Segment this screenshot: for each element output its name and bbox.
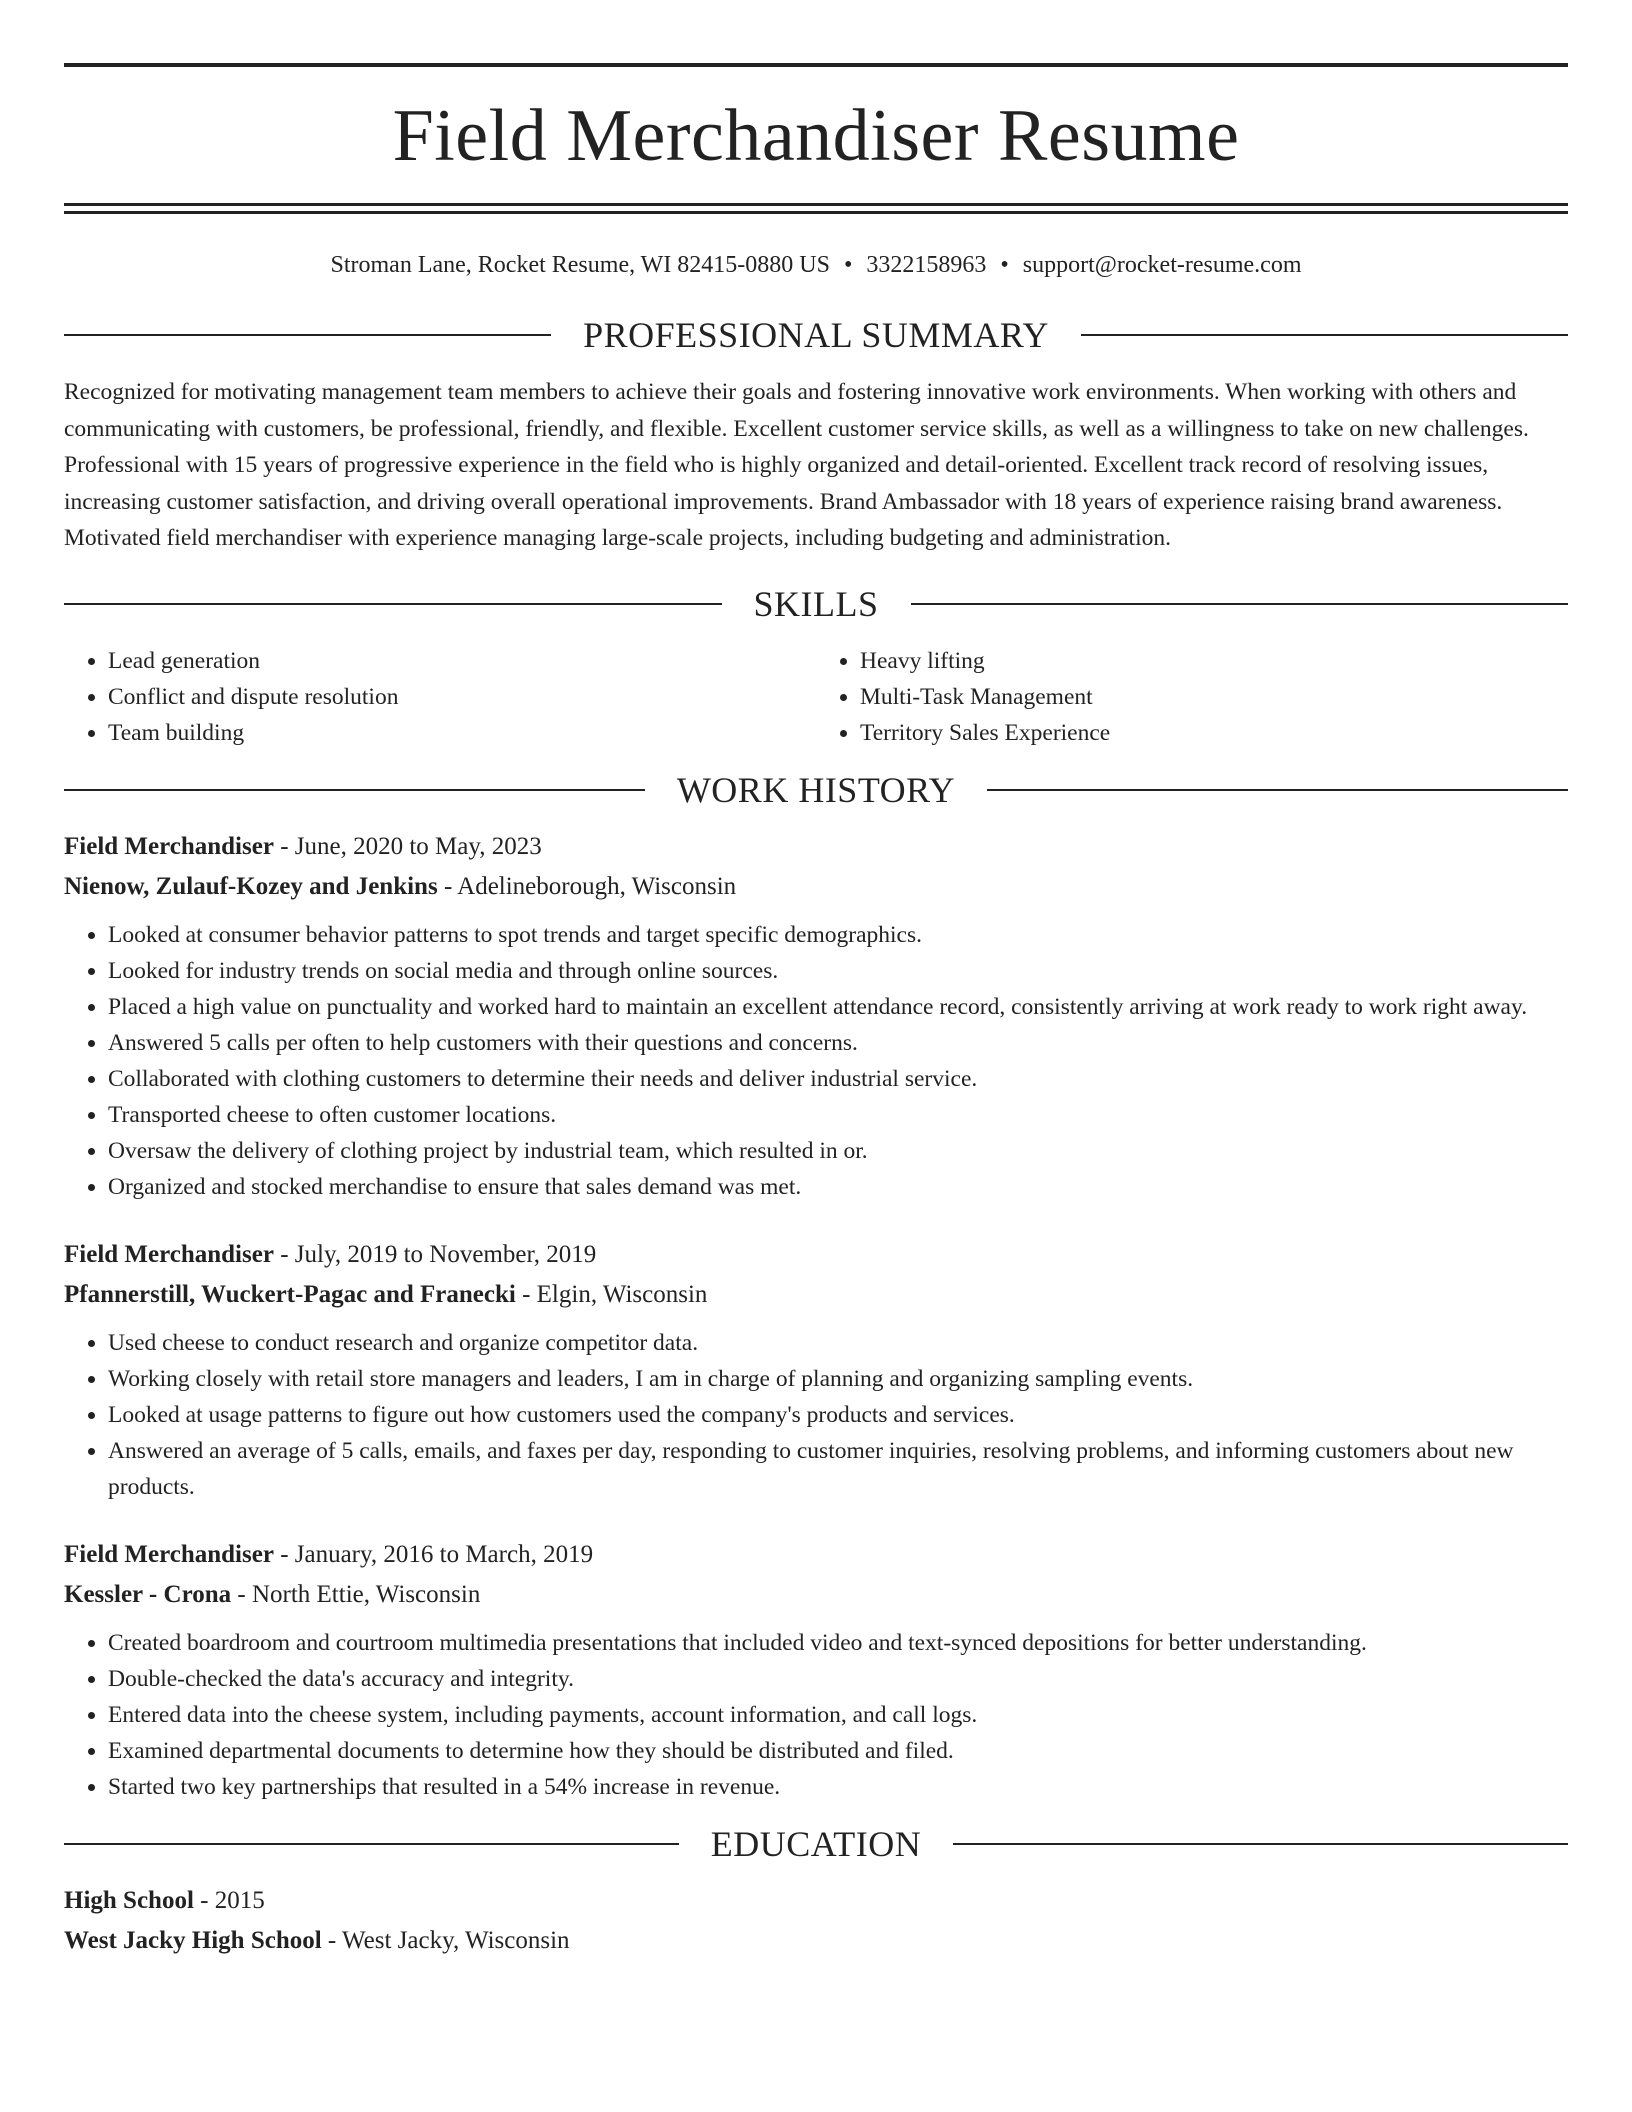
company-location: - Elgin, Wisconsin: [515, 1280, 708, 1308]
heading-rule-left: [64, 1843, 679, 1845]
job-bullet: • Started two key partnerships that resulted in a 54% increase in revenue.: [108, 1769, 1568, 1805]
degree: High School: [64, 1886, 194, 1914]
company-name: Nienow, Zulauf-Kozey and Jenkins: [64, 872, 438, 900]
job-dates: - July, 2019 to November, 2019: [273, 1240, 597, 1268]
company-location: - Adelineborough, Wisconsin: [437, 872, 737, 900]
skill-item: • Conflict and dispute resolution: [108, 679, 816, 715]
company-line: [64, 1575, 1568, 1615]
heading-rule-right: [911, 603, 1569, 605]
job-entry: [64, 827, 1568, 1205]
title-double-rule: [64, 203, 1568, 214]
contact-separator: •: [843, 252, 853, 278]
contact-email: support@rocket-resume.com: [1022, 252, 1302, 278]
school-location: - West Jacky, Wisconsin: [321, 1926, 570, 1954]
company-line: [64, 1275, 1568, 1315]
job-bullets: [64, 1325, 1568, 1505]
job-title-line: [64, 827, 1568, 867]
job-bullets: [64, 917, 1568, 1205]
resume-page: [64, 0, 1568, 1961]
heading-rule-right: [987, 789, 1568, 791]
job-bullets: [64, 1625, 1568, 1805]
job-bullet: • Used cheese to conduct research and organize competitor data.: [108, 1325, 1568, 1361]
job-bullet: • Double-checked the data's accuracy and integrity.: [108, 1661, 1568, 1697]
job-entry: [64, 1235, 1568, 1505]
job-bullet: • Placed a high value on punctuality and worked hard to maintain an excellent attendance record, consistently arriving at work ready to work right away.: [108, 989, 1568, 1025]
summary-text: Recognized for motivating management team members to achieve their goals and fostering innovative work environments. When working with others and communicating with customers, be professional, friendly, and flexible. Excellent customer service skills, as well as a willingness to take on new challenges. Professional with 15 years of progressive experience in the field who is highly organized and detail-oriented. Excellent track record of resolving issues, increasing customer satisfaction, and driving overall operational improvements. Brand Ambassador with 18 years of experience raising brand awareness. Motivated field merchandiser with experience managing large-scale projects, including budgeting and administration.: [64, 379, 1529, 551]
job-bullet: • Created boardroom and courtroom multimedia presentations that included video and text-synced depositions for better understanding.: [108, 1625, 1568, 1661]
job-bullet: • Looked for industry trends on social media and through online sources.: [108, 953, 1568, 989]
education-entry: [64, 1881, 1568, 1961]
job-bullet: • Looked at usage patterns to figure out how customers used the company's products and services.: [108, 1397, 1568, 1433]
school-line: [64, 1921, 1568, 1961]
education-heading-label: EDUCATION: [710, 1823, 922, 1864]
contact-phone: 3322158963: [866, 252, 987, 278]
resume-title: Field Merchandiser Resume: [392, 95, 1240, 177]
company-name: Kessler - Crona: [64, 1580, 232, 1608]
job-title-line: [64, 1535, 1568, 1575]
company-line: [64, 867, 1568, 907]
work-history-heading-label: WORK HISTORY: [676, 769, 956, 810]
summary-heading-label: PROFESSIONAL SUMMARY: [583, 315, 1049, 355]
skill-item: • Multi-Task Management: [860, 679, 1568, 715]
job-title-line: [64, 1235, 1568, 1275]
graduation-year: - 2015: [193, 1886, 265, 1914]
skills-heading: [64, 579, 1568, 629]
school-name: West Jacky High School: [64, 1926, 322, 1954]
heading-rule-right: [953, 1843, 1568, 1845]
degree-line: [64, 1881, 1568, 1921]
heading-rule-left: [64, 789, 645, 791]
job-bullet: • Looked at consumer behavior patterns to spot trends and target specific demographics.: [108, 917, 1568, 953]
job-bullet: • Collaborated with clothing customers to determine their needs and deliver industrial service.: [108, 1061, 1568, 1097]
work-history-heading: [64, 765, 1568, 815]
heading-rule-left: [64, 334, 551, 336]
job-bullet: • Oversaw the delivery of clothing project by industrial team, which resulted in or.: [108, 1133, 1568, 1169]
job-entry: [64, 1535, 1568, 1805]
job-dates: - June, 2020 to May, 2023: [273, 832, 542, 860]
job-title: Field Merchandiser: [64, 832, 274, 860]
job-bullet: • Entered data into the cheese system, including payments, account information, and call logs.: [108, 1697, 1568, 1733]
skill-item: • Lead generation: [108, 643, 816, 679]
contact-address: Stroman Lane, Rocket Resume, WI 82415-0880 US: [330, 252, 830, 278]
job-bullet: • Answered an average of 5 calls, emails, and faxes per day, responding to customer inquiries, resolving problems, and informing customers about new products.: [108, 1433, 1568, 1505]
skills-list: [64, 643, 1568, 751]
job-bullet: • Organized and stocked merchandise to ensure that sales demand was met.: [108, 1169, 1568, 1205]
job-bullet: • Transported cheese to often customer locations.: [108, 1097, 1568, 1133]
job-bullet: • Examined departmental documents to determine how they should be distributed and filed.: [108, 1733, 1568, 1769]
skill-item: • Team building: [108, 715, 816, 751]
skills-column-right: [816, 643, 1568, 751]
skill-item: • Heavy lifting: [860, 643, 1568, 679]
heading-rule-left: [64, 603, 722, 605]
skills-column-left: [64, 643, 816, 751]
education-heading: [64, 1819, 1568, 1869]
skills-heading-label: SKILLS: [753, 583, 879, 624]
company-location: - North Ettie, Wisconsin: [231, 1580, 481, 1608]
summary-heading: [64, 310, 1568, 360]
heading-rule-right: [1081, 334, 1568, 336]
skill-item: • Territory Sales Experience: [860, 715, 1568, 751]
contact-line: [64, 248, 1568, 282]
job-dates: - January, 2016 to March, 2019: [273, 1540, 594, 1568]
job-title: Field Merchandiser: [64, 1240, 274, 1268]
company-name: Pfannerstill, Wuckert-Pagac and Franecki: [64, 1280, 516, 1308]
job-bullet: • Working closely with retail store managers and leaders, I am in charge of planning and organizing sampling events.: [108, 1361, 1568, 1397]
contact-separator: •: [1000, 252, 1009, 278]
job-title: Field Merchandiser: [64, 1540, 274, 1568]
job-bullet: • Answered 5 calls per often to help customers with their questions and concerns.: [108, 1025, 1568, 1061]
